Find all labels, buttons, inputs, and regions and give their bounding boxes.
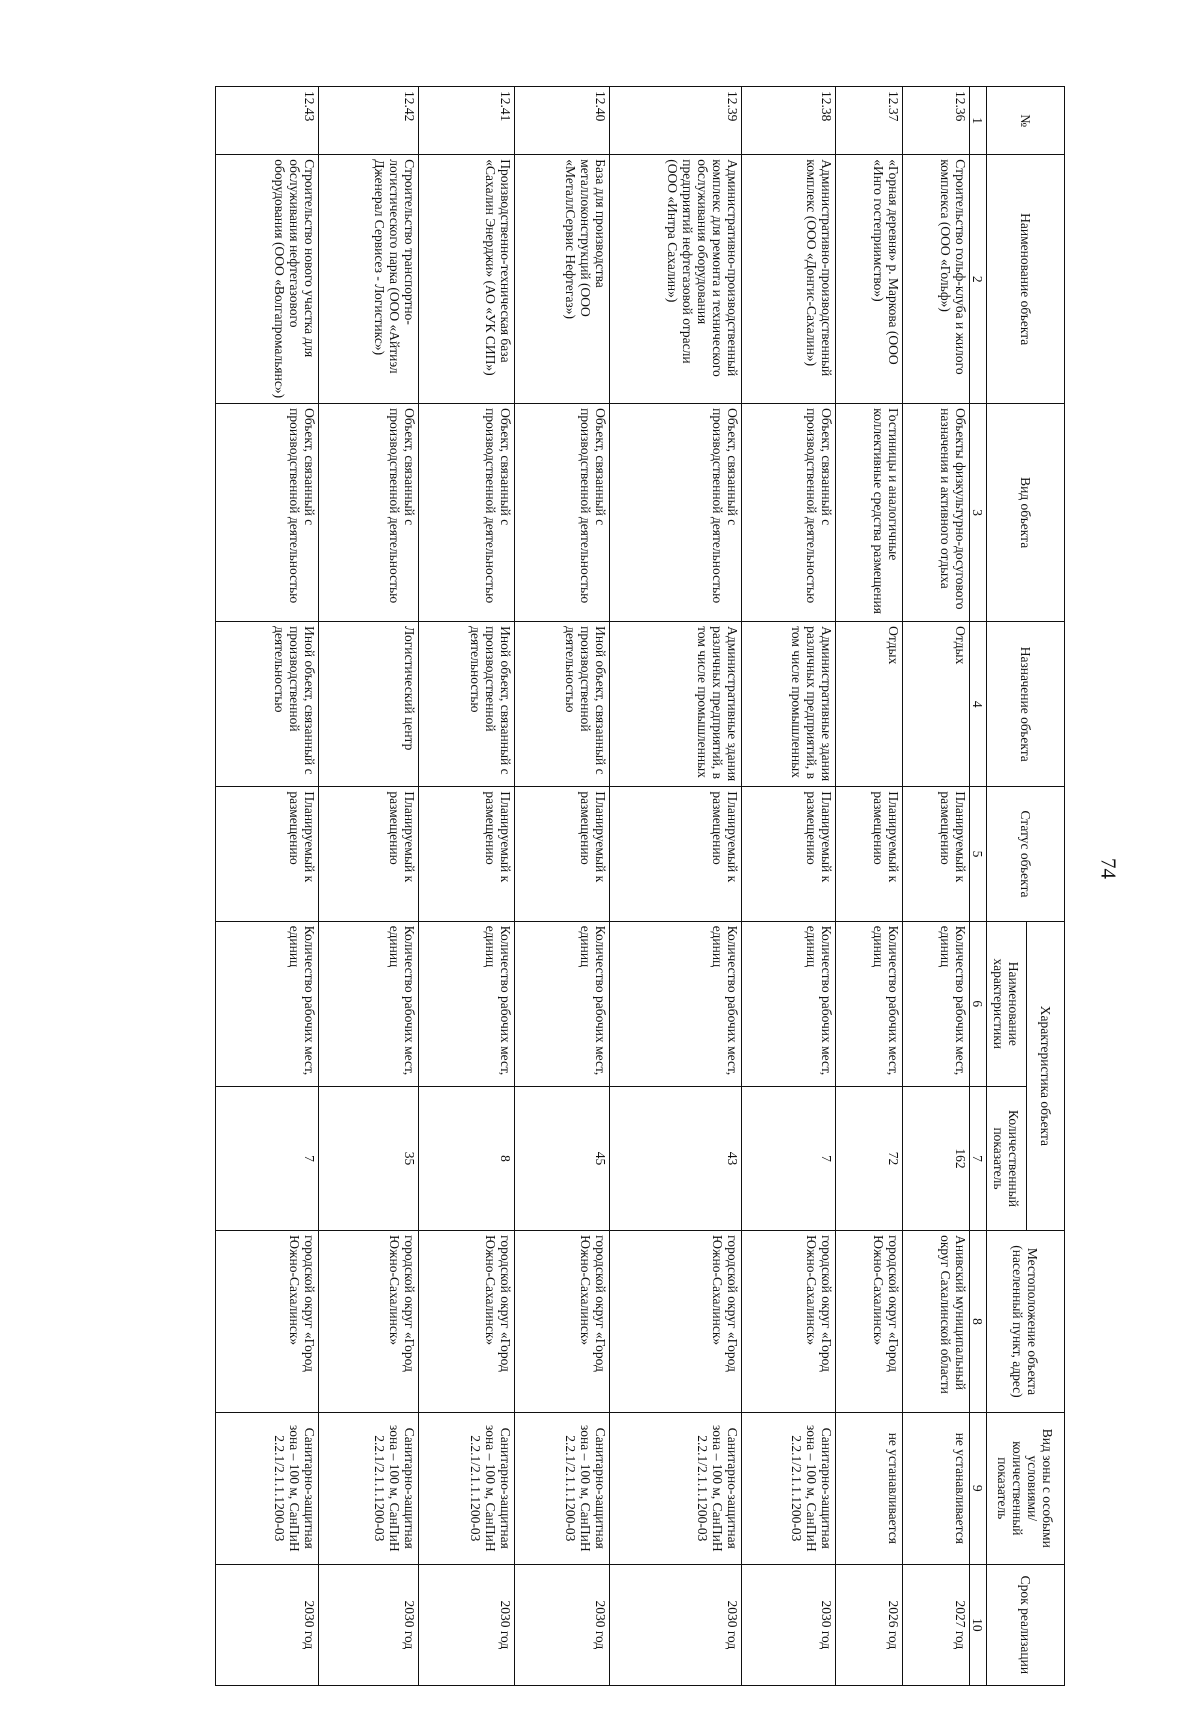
column-number: 2 [969, 155, 986, 404]
zone-type: не устанавливается [836, 1412, 903, 1564]
characteristic-value: 8 [418, 1086, 515, 1230]
table-row [836, 87, 903, 1686]
implementation-term: 2026 год [836, 1564, 903, 1685]
object-kind: Объект, связанный с производственной деятельностью [741, 404, 836, 622]
characteristic-name: Количество рабочих мест, единиц [836, 921, 903, 1086]
object-purpose: Иной объект, связанный с производственной деятельностью [216, 622, 319, 787]
column-number: 8 [969, 1231, 986, 1413]
table-row [418, 87, 515, 1686]
column-number: 6 [969, 921, 986, 1086]
column-number: 4 [969, 622, 986, 787]
object-location: Анивский муниципальный округ Сахалинской области [903, 1231, 970, 1413]
object-name: Производственно-техническая база «Сахалин Энерджи» (АО «УК СИП») [418, 155, 515, 404]
implementation-term: 2030 год [610, 1564, 741, 1685]
object-name: Административно-производственный комплекс (ООО «Донгис-Сахалин») [741, 155, 836, 404]
objects-table [215, 86, 1065, 1686]
column-number: 1 [969, 87, 986, 155]
object-purpose: Иной объект, связанный с производственной деятельностью [515, 622, 610, 787]
row-number: 12.41 [418, 87, 515, 155]
characteristic-value: 45 [515, 1086, 610, 1230]
object-kind: Объект, связанный с производственной деятельностью [610, 404, 741, 622]
object-purpose: Административные здания различных предприятий, в том числе промышленных [741, 622, 836, 787]
zone-type: Санитарно-защитная зона – 100 м, СанПиН 2.2.1/2.1.1.1200-03 [319, 1412, 418, 1564]
header-kind: Вид объекта [987, 404, 1065, 622]
header-name: Наименование объекта [987, 155, 1065, 404]
object-status: Планируемый к размещению [515, 787, 610, 921]
object-name: «Горная деревня» р. Маркова (ООО «Инго гостеприимство») [836, 155, 903, 404]
row-number: 12.42 [319, 87, 418, 155]
object-name: База для производства металлоконструкций (ООО «МеталлСервис Нефтегаз») [515, 155, 610, 404]
object-status: Планируемый к размещению [903, 787, 970, 921]
header-characteristic: Характеристика объекта [1027, 921, 1065, 1230]
zone-type: Санитарно-защитная зона – 100 м, СанПиН 2.2.1/2.1.1.1200-03 [515, 1412, 610, 1564]
object-name: Строительство транспортно-логистического парка (ООО «Айтиэл Дженерал Сервисез - Логистикс») [319, 155, 418, 404]
table-row [741, 87, 836, 1686]
object-kind: Объект, связанный с производственной деятельностью [515, 404, 610, 622]
object-location: городской округ «Город Южно-Сахалинск» [515, 1231, 610, 1413]
table-body [216, 87, 987, 1686]
characteristic-name: Количество рабочих мест, единиц [903, 921, 970, 1086]
row-number: 12.40 [515, 87, 610, 155]
zone-type: Санитарно-защитная зона – 100 м, СанПиН 2.2.1/2.1.1.1200-03 [216, 1412, 319, 1564]
object-status: Планируемый к размещению [319, 787, 418, 921]
object-purpose: Логистический центр [319, 622, 418, 787]
characteristic-value: 35 [319, 1086, 418, 1230]
object-location: городской округ «Город Южно-Сахалинск» [319, 1231, 418, 1413]
characteristic-name: Количество рабочих мест, единиц [515, 921, 610, 1086]
zone-type: не устанавливается [903, 1412, 970, 1564]
rotated-table-container [215, 86, 1065, 1686]
table-row [319, 87, 418, 1686]
page-number: 74 [1096, 858, 1121, 879]
row-number: 12.39 [610, 87, 741, 155]
object-kind: Объекты физкультурно-досугового назначения и активного отдыха [903, 404, 970, 622]
implementation-term: 2030 год [319, 1564, 418, 1685]
object-name: Административно-производственный комплекс для ремонта и технического обслуживания оборудования предприятий нефтегазовой отрасли (ООО «Интра Сахалин») [610, 155, 741, 404]
object-name: Строительство нового участка для обслуживания нефтегазового оборудования (ООО «Волгапромальянс») [216, 155, 319, 404]
column-number: 10 [969, 1564, 986, 1685]
object-location: городской округ «Город Южно-Сахалинск» [610, 1231, 741, 1413]
row-number: 12.37 [836, 87, 903, 155]
characteristic-name: Количество рабочих мест, единиц [418, 921, 515, 1086]
characteristic-name: Количество рабочих мест, единиц [319, 921, 418, 1086]
table-row [903, 87, 970, 1686]
object-name: Строительство гольф-клуба и жилого комплекса (ООО «Гольф») [903, 155, 970, 404]
zone-type: Санитарно-защитная зона – 100 м, СанПиН 2.2.1/2.1.1.1200-03 [741, 1412, 836, 1564]
object-purpose: Административные здания различных предприятий, в том числе промышленных [610, 622, 741, 787]
characteristic-value: 43 [610, 1086, 741, 1230]
implementation-term: 2027 год [903, 1564, 970, 1685]
object-location: городской округ «Город Южно-Сахалинск» [216, 1231, 319, 1413]
characteristic-value: 7 [216, 1086, 319, 1230]
object-kind: Объект, связанный с производственной деятельностью [319, 404, 418, 622]
object-purpose: Отдых [836, 622, 903, 787]
header-no: № [987, 87, 1065, 155]
header-char-name: Наименование характеристики [987, 921, 1027, 1086]
object-kind: Объект, связанный с производственной деятельностью [216, 404, 319, 622]
object-kind: Объект, связанный с производственной деятельностью [418, 404, 515, 622]
column-number: 7 [969, 1086, 986, 1230]
characteristic-name: Количество рабочих мест, единиц [216, 921, 319, 1086]
implementation-term: 2030 год [216, 1564, 319, 1685]
characteristic-value: 72 [836, 1086, 903, 1230]
object-status: Планируемый к размещению [836, 787, 903, 921]
characteristic-name: Количество рабочих мест, единиц [741, 921, 836, 1086]
object-status: Планируемый к размещению [216, 787, 319, 921]
characteristic-value: 7 [741, 1086, 836, 1230]
object-status: Планируемый к размещению [610, 787, 741, 921]
object-kind: Гостиницы и аналогичные коллективные средства размещения [836, 404, 903, 622]
object-location: городской округ «Город Южно-Сахалинск» [418, 1231, 515, 1413]
characteristic-name: Количество рабочих мест, единиц [610, 921, 741, 1086]
implementation-term: 2030 год [418, 1564, 515, 1685]
characteristic-value: 162 [903, 1086, 970, 1230]
implementation-term: 2030 год [741, 1564, 836, 1685]
header-location: Местоположение объекта (населенный пункт, адрес) [987, 1231, 1065, 1413]
column-number: 9 [969, 1412, 986, 1564]
object-location: городской округ «Город Южно-Сахалинск» [741, 1231, 836, 1413]
object-status: Планируемый к размещению [418, 787, 515, 921]
column-number: 5 [969, 787, 986, 921]
row-number: 12.43 [216, 87, 319, 155]
header-status: Статус объекта [987, 787, 1065, 921]
table-row [515, 87, 610, 1686]
implementation-term: 2030 год [515, 1564, 610, 1685]
row-number: 12.36 [903, 87, 970, 155]
object-purpose: Отдых [903, 622, 970, 787]
object-status: Планируемый к размещению [741, 787, 836, 921]
column-number: 3 [969, 404, 986, 622]
object-purpose: Иной объект, связанный с производственной деятельностью [418, 622, 515, 787]
header-purpose: Назначение объекта [987, 622, 1065, 787]
object-location: городской округ «Город Южно-Сахалинск» [836, 1231, 903, 1413]
zone-type: Санитарно-защитная зона – 100 м, СанПиН 2.2.1/2.1.1.1200-03 [610, 1412, 741, 1564]
header-term: Срок реализации [987, 1564, 1065, 1685]
table-row [610, 87, 741, 1686]
row-number: 12.38 [741, 87, 836, 155]
zone-type: Санитарно-защитная зона – 100 м, СанПиН 2.2.1/2.1.1.1200-03 [418, 1412, 515, 1564]
header-char-value: Количественный показатель [987, 1086, 1027, 1230]
table-row [216, 87, 319, 1686]
header-zone: Вид зоны с особыми условиями/ количественный показатель [987, 1412, 1065, 1564]
column-numbers-row [969, 87, 986, 1686]
